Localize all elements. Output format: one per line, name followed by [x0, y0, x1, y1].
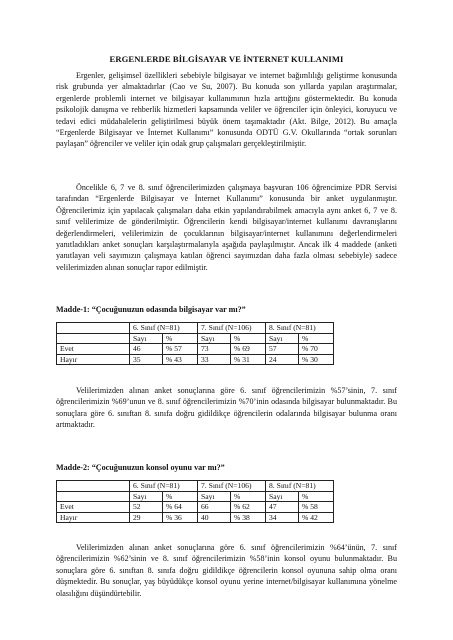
table-cell: 35	[130, 354, 163, 365]
table-cell: % 62	[231, 502, 266, 513]
row-label: Hayır	[57, 512, 130, 523]
madde-1-commentary	[56, 385, 397, 431]
group-header: 6. Sınıf (N=81)	[130, 323, 198, 334]
subheader-cell: %	[231, 491, 266, 502]
table-cell: 33	[198, 354, 231, 365]
table-cell: % 42	[299, 512, 334, 523]
table-row	[57, 354, 334, 365]
table-header-row	[57, 323, 334, 334]
subheader-cell: Sayı	[130, 333, 163, 344]
subheader-cell: Sayı	[130, 491, 163, 502]
empty-cell	[57, 333, 130, 344]
subheader-cell: %	[163, 333, 198, 344]
table-cell: % 43	[163, 354, 198, 365]
table-header-row	[57, 481, 334, 492]
intro-paragraph-text: Ergenler, gelişimsel özellikleri sebebiyle bilgisayar ve internet bağımlılığı geliştirme konusunda risk grubunda yer almaktadırlar (Cao ve Su, 2007). Bu konuda son yıllarda yapılan araştırmalar, ergenlerde problemli internet ve bilgisayar kullanımının hızla arttığını göstermektedir. Bu konuda psikolojik danışma ve rehberlik hizmetleri kapsamında veliler ve öğrenciler için önleyici, koruyucu ve tedavi edici müdahalelerin geliştirilmesi büyük önem taşımaktadır (Akt. Bilge, 2012). Bu amaçla “Ergenlerde Bilgisayar ve İnternet Kullanımı” konusunda ODTÜ G.V. Okullarında “ortak sorunları paylaşan” öğrenciler ve veliler için odak grup çalışmaları gerçekleştirilmiştir.	[56, 71, 397, 149]
group-header: 8. Sınıf (N=81)	[266, 481, 334, 492]
madde-2-commentary	[56, 542, 397, 599]
group-header: 6. Sınıf (N=81)	[130, 481, 198, 492]
madde-2-table	[56, 480, 334, 523]
method-paragraph	[56, 182, 397, 273]
madde-1-heading: Madde-1: “Çocuğunuzun odasında bilgisayar var mı?”	[56, 305, 246, 314]
table-cell: 40	[198, 512, 231, 523]
table-cell: % 30	[299, 354, 334, 365]
madde-2-commentary-text: Velilerimizden alınan anket sonuçlarına göre 6. sınıf öğrencilerimizin %64’ünün, 7. sınıf öğrencilerimizin %62’sinin ve 8. sınıf öğrencilerimizin %58’inin konsol oyunu bulunmaktadır. Bu sonuçlara göre 6. sınıftan 8. sınıfa doğru gidildikçe öğrencilerin konsol oyununa sahip olma oranı düşmektedir. Bu sonuçlar, yaş büyüdükçe konsol oyunu yerine internet/bilgisayar kullanımına yönelme olasılığını düşündürtebilir.	[56, 543, 397, 598]
table-cell: % 31	[231, 354, 266, 365]
table-row	[57, 502, 334, 513]
madde-1-table	[56, 322, 334, 365]
subheader-cell: %	[231, 333, 266, 344]
table-cell: 73	[198, 344, 231, 355]
table-cell: % 38	[231, 512, 266, 523]
table-cell: % 57	[163, 344, 198, 355]
subheader-cell: %	[163, 491, 198, 502]
table-subheader-row	[57, 491, 334, 502]
empty-cell	[57, 481, 130, 492]
table-cell: % 36	[163, 512, 198, 523]
table-cell: 66	[198, 502, 231, 513]
table-cell: 52	[130, 502, 163, 513]
table-subheader-row	[57, 333, 334, 344]
empty-cell	[57, 491, 130, 502]
intro-paragraph	[56, 70, 397, 150]
document-title: ERGENLERDE BİLGİSAYAR VE İNTERNET KULLANIMI	[109, 54, 344, 64]
table-cell: 47	[266, 502, 299, 513]
table-cell: 57	[266, 344, 299, 355]
subheader-cell: %	[299, 333, 334, 344]
subheader-cell: Sayı	[266, 491, 299, 502]
subheader-cell: %	[299, 491, 334, 502]
subheader-cell: Sayı	[198, 333, 231, 344]
subheader-cell: Sayı	[198, 491, 231, 502]
row-label: Evet	[57, 502, 130, 513]
row-label: Evet	[57, 344, 130, 355]
table-cell: 34	[266, 512, 299, 523]
table-cell: % 58	[299, 502, 334, 513]
table-cell: % 70	[299, 344, 334, 355]
table-cell: % 64	[163, 502, 198, 513]
group-header: 7. Sınıf (N=106)	[198, 323, 266, 334]
table-row	[57, 512, 334, 523]
madde-1-commentary-text: Velilerimizden alınan anket sonuçlarına göre 6. sınıf öğrencilerimizin %57’sinin, 7. sınıf öğrencilerimizin %69’unun ve 8. sınıf öğrencilerimizin %70’inin odasında bilgisayar bulunmaktadır. Bu sonuçlara göre 6. sınıftan 8. sınıfa doğru gidildikçe öğrencilerin odalarında bilgisayar bulunma oranı artmaktadır.	[56, 386, 397, 430]
table-cell: 29	[130, 512, 163, 523]
table-cell: 46	[130, 344, 163, 355]
subheader-cell: Sayı	[266, 333, 299, 344]
method-paragraph-text: Öncelikle 6, 7 ve 8. sınıf öğrencilerimizden çalışmaya başvuran 106 öğrencimize PDR Servisi tarafından “Ergenlerde Bilgisayar ve İnternet Kullanımı” konusunda bir anket uygulanmıştır. Öğrencilerimiz için yapılacak çalışmaları daha etkin yapılandırabilmek amacıyla aynı anket 6, 7 ve 8. sınıf velilerimize de gönderilmiştir. Öğrencilerin kendi bilgisayar/internet kullanımı davranışlarını değerlendirmeleri, velilerimizin de çocuklarının bilgisayar/internet kullanımını değerlendirmeleri yanıtladıkları anket sonuçları karşılaştırmalarıyla aşağıda paylaşılmıştır. Ancak ilk 4 maddede (anketi yanıtlayan veli sayımızın çalışmaya katılan öğrenci sayımızdan daha fazla olması sebebiyle) sadece velilerimizden alınan sonuçlar rapor edilmiştir.	[56, 183, 397, 272]
empty-cell	[57, 323, 130, 334]
madde-2-heading: Madde-2: “Çocuğunuzun konsol oyunu var mı?”	[56, 463, 225, 472]
row-label: Hayır	[57, 354, 130, 365]
table-row	[57, 344, 334, 355]
group-header: 7. Sınıf (N=106)	[198, 481, 266, 492]
group-header: 8. Sınıf (N=81)	[266, 323, 334, 334]
table-cell: % 69	[231, 344, 266, 355]
table-cell: 24	[266, 354, 299, 365]
